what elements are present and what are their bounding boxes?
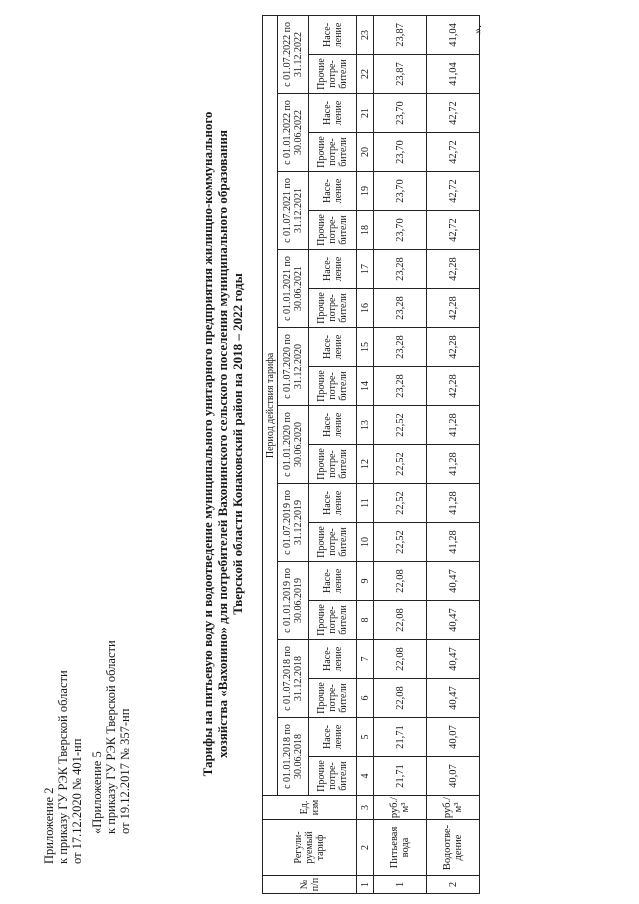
appendix-2-line1: Приложение 2	[42, 787, 56, 864]
col-number: 14	[357, 367, 374, 406]
header-period: Период действия тарифа	[263, 15, 278, 795]
tariff-value: 41,04	[427, 15, 480, 54]
group-population: Насе-ление	[309, 94, 357, 133]
appendix-5-line2: к приказу ГУ РЭК Тверской области	[104, 640, 118, 834]
col-number: 21	[357, 94, 374, 133]
group-other: Прочие потре-бители	[309, 367, 357, 406]
col-number: 18	[357, 211, 374, 250]
col-number: 2	[357, 820, 374, 876]
header-unit: Ед. изм	[263, 796, 357, 820]
tariff-value: 22,08	[374, 640, 427, 679]
tariff-value: 41,28	[427, 484, 480, 523]
tariff-value: 22,52	[374, 523, 427, 562]
group-population: Насе-ление	[309, 640, 357, 679]
col-number: 19	[357, 172, 374, 211]
group-population: Насе-ление	[309, 328, 357, 367]
col-number: 3	[357, 796, 374, 820]
document-title	[200, 44, 245, 844]
col-number: 6	[357, 679, 374, 718]
tariff-value: 41,04	[427, 55, 480, 94]
tariff-table	[262, 15, 480, 894]
tariff-value: 22,52	[374, 445, 427, 484]
col-number: 1	[357, 876, 374, 894]
col-number: 4	[357, 757, 374, 796]
tariff-value: 23,70	[374, 211, 427, 250]
group-population: Насе-ление	[309, 406, 357, 445]
tariff-value: 23,28	[374, 250, 427, 289]
col-number: 10	[357, 523, 374, 562]
tariff-value: 42,28	[427, 250, 480, 289]
group-other: Прочие потре-бители	[309, 55, 357, 94]
row-no: 1	[374, 876, 427, 894]
group-population: Насе-ление	[309, 484, 357, 523]
tariff-value: 40,47	[427, 640, 480, 679]
col-number: 17	[357, 250, 374, 289]
tariff-value: 42,72	[427, 172, 480, 211]
col-number: 22	[357, 55, 374, 94]
tariff-value: 42,28	[427, 328, 480, 367]
period-range: с 01.01.2019 по 30.06.2019	[278, 562, 309, 640]
group-population: Насе-ление	[309, 172, 357, 211]
col-number: 7	[357, 640, 374, 679]
group-other: Прочие потре-бители	[309, 445, 357, 484]
col-number: 15	[357, 328, 374, 367]
period-range: с 01.01.2021 по 30.06.2021	[278, 250, 309, 328]
header-tariff: Регули-руемый тариф	[263, 820, 357, 876]
title-line3: Тверской области Конаковский район на 2018 – 2022 годы	[230, 273, 245, 615]
group-population: Насе-ление	[309, 718, 357, 757]
table-row	[374, 15, 427, 893]
tariff-value: 23,28	[374, 328, 427, 367]
tariff-value: 22,52	[374, 406, 427, 445]
period-range: с 01.07.2020 по 31.12.2020	[278, 328, 309, 406]
row-tariff-name: Водоотве-дение	[427, 820, 480, 876]
col-number: 8	[357, 601, 374, 640]
tariff-value: 42,28	[427, 289, 480, 328]
tariff-value: 40,07	[427, 757, 480, 796]
column-number-row	[357, 15, 374, 893]
appendix-2-line3: от 17.12.2020 № 401-нп	[70, 738, 84, 864]
col-number: 20	[357, 133, 374, 172]
col-number: 11	[357, 484, 374, 523]
tariff-value: 23,70	[374, 172, 427, 211]
appendix-5-line3: от 19.12.2017 № 357-нп	[118, 708, 132, 834]
group-population: Насе-ление	[309, 562, 357, 601]
tariff-value: 23,28	[374, 289, 427, 328]
tariff-value: 42,72	[427, 94, 480, 133]
appendix-5-header	[90, 640, 132, 834]
group-other: Прочие потре-бители	[309, 289, 357, 328]
group-other: Прочие потре-бители	[309, 211, 357, 250]
period-range: с 01.07.2021 по 31.12.2021	[278, 172, 309, 250]
tariff-value: 23,87	[374, 55, 427, 94]
col-number: 23	[357, 15, 374, 54]
tariff-value: 22,08	[374, 601, 427, 640]
tariff-value: 40,47	[427, 679, 480, 718]
row-tariff-name: Питьевая вода	[374, 820, 427, 876]
tariff-value: 22,08	[374, 562, 427, 601]
tariff-value: 23,70	[374, 133, 427, 172]
tariff-value: 40,47	[427, 601, 480, 640]
group-other: Прочие потре-бители	[309, 757, 357, 796]
group-population: Насе-ление	[309, 250, 357, 289]
period-range: с 01.01.2022 по 30.06.2022	[278, 94, 309, 172]
tariff-value: 41,28	[427, 523, 480, 562]
tariff-value: 42,72	[427, 133, 480, 172]
period-range: с 01.07.2022 по 31.12.2022	[278, 15, 309, 93]
title-line2: хозяйства «Вахонино» для потребителей Вахонинского сельского поселения муниципального образования	[215, 130, 230, 758]
col-number: 5	[357, 718, 374, 757]
header-no: № п/п	[263, 876, 357, 894]
period-range: с 01.07.2018 по 31.12.2018	[278, 640, 309, 718]
tariff-value: 42,72	[427, 211, 480, 250]
row-unit: руб./м³	[427, 796, 480, 820]
row-unit: руб./м³	[374, 796, 427, 820]
tariff-value: 23,28	[374, 367, 427, 406]
title-line1: Тарифы на питьевую воду и водоотведение муниципального унитарного предприятия жилищно-коммунального	[200, 111, 215, 777]
closing-quote-mark: ».	[470, 25, 484, 34]
tariff-value: 21,71	[374, 718, 427, 757]
group-other: Прочие потре-бители	[309, 133, 357, 172]
tariff-value: 40,47	[427, 562, 480, 601]
appendix-2-header	[42, 670, 84, 864]
group-other: Прочие потре-бители	[309, 523, 357, 562]
group-other: Прочие потре-бители	[309, 601, 357, 640]
tariff-value: 21,71	[374, 757, 427, 796]
tariff-value: 22,52	[374, 484, 427, 523]
col-number: 13	[357, 406, 374, 445]
tariff-value: 41,28	[427, 406, 480, 445]
tariff-value: 23,70	[374, 94, 427, 133]
row-no: 2	[427, 876, 480, 894]
tariff-value: 22,08	[374, 679, 427, 718]
tariff-value: 41,28	[427, 445, 480, 484]
col-number: 9	[357, 562, 374, 601]
tariff-value: 42,28	[427, 367, 480, 406]
col-number: 16	[357, 289, 374, 328]
period-range: с 01.01.2020 по 30.06.2020	[278, 406, 309, 484]
group-other: Прочие потре-бители	[309, 679, 357, 718]
col-number: 12	[357, 445, 374, 484]
tariff-value: 40,07	[427, 718, 480, 757]
appendix-2-line2: к приказу ГУ РЭК Тверской области	[56, 670, 70, 864]
table-row	[427, 15, 480, 893]
tariff-value: 23,87	[374, 15, 427, 54]
period-range: с 01.01.2018 по 30.06.2018	[278, 718, 309, 796]
group-population: Насе-ление	[309, 15, 357, 54]
appendix-5-line1: «Приложение 5	[90, 751, 104, 834]
period-range: с 01.07.2019 по 31.12.2019	[278, 484, 309, 562]
